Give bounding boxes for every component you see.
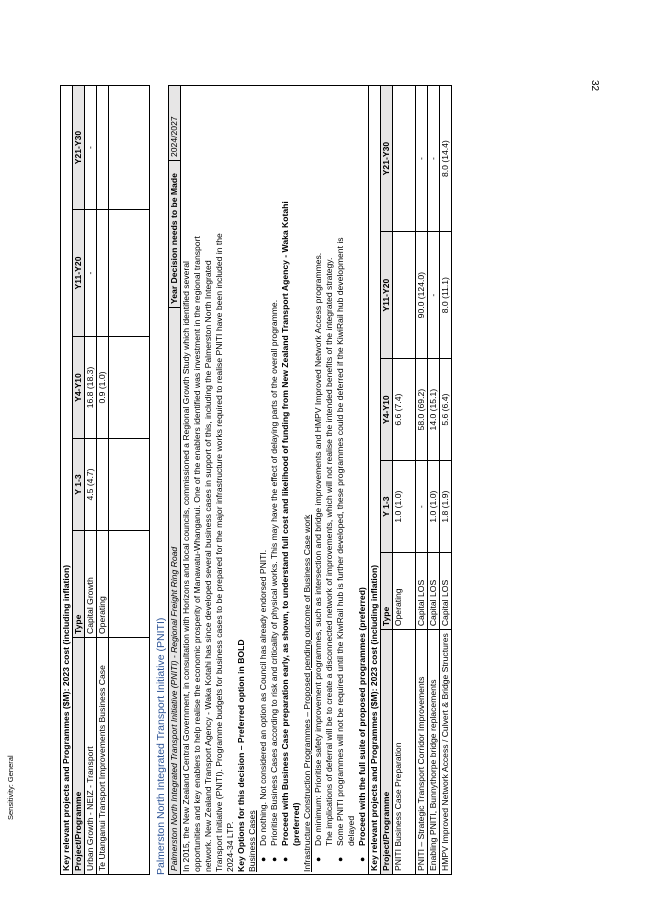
table2-header-y11-y20: Y11-Y20 [381, 232, 393, 359]
table2-header-row [381, 86, 393, 874]
bullet-icon: ● [335, 856, 345, 862]
table2-cell: 6.6 (7.4) [393, 359, 416, 461]
table1-cell: Capital Growth [85, 531, 97, 638]
bullet-text: Proceed with the full suite of proposed programmes (preferred) [357, 587, 367, 846]
table2-cell: 1.8 (1.9) [440, 461, 452, 553]
table2-header-project: Project/Programme [381, 630, 393, 874]
table2-cell: HMPV Improved Network Access / Culvert & Bridge Structures [440, 630, 452, 874]
table2-header-y4-y10: Y4-Y10 [381, 359, 393, 461]
list-item-continued [291, 88, 302, 872]
table1-header-type: Type [73, 531, 85, 638]
table-row [393, 86, 416, 874]
decision-year-label: Year Decision needs to be Made [169, 161, 181, 308]
table2-cell [393, 86, 416, 232]
table2-container [369, 86, 452, 875]
bullet-text: Prioritise Business Cases according to risk and criticality of physical works. This may have the effect of delaying parts of the overall programme. [269, 299, 279, 846]
intro-line: opportunities and key enablers to help realise the economic prosperity of Manawatu-Whanganui. One of the enablers identified was investment in the regional transport [192, 236, 202, 872]
bullet-icon: ● [269, 856, 279, 862]
table2-cell: 1.0 (1.0) [428, 461, 440, 553]
table2-header-type: Type [381, 553, 393, 630]
table2-header-y21-y30: Y21-Y30 [381, 86, 393, 232]
infra-heading: Infrastructure Construction Programmes – Proposed pending outcome of Business Case work [302, 514, 312, 872]
intro-line: In 2015, the New Zealand Central Government, in consultation with Horizons and local councils, commissioned a Regional Growth Study which identified several [181, 261, 191, 872]
key-projects-table-2 [369, 86, 451, 874]
list-item-continued [324, 88, 335, 872]
sensitivity-label: Sensitivity: General [6, 755, 15, 820]
table2-header-y1-3: Y 1-3 [381, 461, 393, 553]
table1-cell: 0.9 (1.0) [97, 337, 109, 439]
table2-cell: - [428, 86, 440, 232]
table2-cell: Capital LOS [440, 553, 452, 630]
table2-caption: Key relevant projects and Programmes ($M): 2023 cost (including inflation) [369, 86, 381, 874]
table2-cell [393, 232, 416, 359]
table2-cell: - [416, 461, 428, 553]
table2-cell: Capital LOS [428, 553, 440, 630]
decision-body [181, 86, 369, 875]
intro-line: Transport Initiative (PNITI). Programme budgets for business cases to be prepared for the major infrastructure works required to realise PNITI have been included in the [214, 233, 224, 872]
table2-cell: 1.0 (1.0) [393, 461, 416, 553]
table1-cell: 16.8 (18.3) [85, 337, 97, 439]
pniti-decision-table [168, 85, 452, 875]
table1-header-row [73, 86, 85, 875]
table2-cell: 8.0 (11.1) [440, 232, 452, 359]
bullet-text: Do nothing. Not considered an option as Council has already endorsed PNITI. [258, 549, 268, 846]
table1-cell: Operating [97, 531, 109, 638]
list-item [313, 88, 324, 872]
table2-cell: 90.0 (124.0) [416, 232, 428, 359]
table1-cell: 4.5 (4.7) [85, 439, 97, 531]
table2-cell: - [416, 86, 428, 232]
bullet-text: Do minimum: Prioritise safety improvement programmes, such as intersection and bridge improvements and HMPV Improved Network Access programmes. [313, 252, 323, 846]
table2-cell: Enabling PNITI, Bunnythorpe bridge replacements [428, 630, 440, 874]
bullet-text: (preferred) [291, 802, 301, 846]
table2-cell: Capital LOS [416, 553, 428, 630]
bullet-icon: ● [258, 856, 268, 862]
rotated-page-content [60, 80, 575, 875]
table2-cell: 14.0 (15.1) [428, 359, 440, 461]
list-item [258, 88, 269, 872]
table-row [416, 86, 428, 874]
table1-cell: - [85, 210, 97, 337]
intro-line: network. New Zealand Transport Agency - Waka Kotahi has since developed several business cases in support of this, including the Palmerston North Integrated [203, 260, 213, 872]
bullet-icon: ● [313, 856, 323, 862]
bullet-text: delayed [346, 815, 356, 846]
list-item [357, 88, 368, 872]
table1-cell: - [85, 86, 97, 210]
bullet-icon: ● [280, 856, 290, 862]
table-row [97, 86, 109, 875]
table2-cell: 5.6 (6.4) [440, 359, 452, 461]
bullet-text: Some PNITI programmes will not be required until the KiwiRail hub is further developed, these programmes could be deferred if the KiwiRail hub development is [335, 237, 345, 846]
table1-header-project: Project/Programme [73, 638, 85, 875]
list-item [269, 88, 280, 872]
table1-header-y11-y20: Y11-Y20 [73, 210, 85, 337]
table1-header-y4-y10: Y4-Y10 [73, 337, 85, 439]
section-title: Palmerston North Integrated Transport Initiative (PNITI) [155, 617, 167, 875]
list-item [335, 88, 346, 872]
bullet-icon: ● [357, 856, 367, 862]
list-item-continued [346, 88, 357, 872]
table1-cell [97, 439, 109, 531]
table-row [428, 86, 440, 874]
table1-header-y21-y30: Y21-Y30 [73, 86, 85, 210]
table1-blank-row [109, 86, 150, 875]
table2-cell: PNITI – Strategic Transport Corridor Improvements [416, 630, 428, 874]
table2-cell: PNITI Business Case Preparation [393, 630, 416, 874]
bullet-text: Proceed with Business Case preparation early, as shown, to understand full cost and likelihood of funding from New Zealand Transport Agency - Waka Kotahi [280, 201, 290, 846]
decision-title: Palmerston North Integrated Transport Initiative (PNITI) - Regional Freight Ring Road [169, 308, 181, 875]
options-heading: Key Options for this decision – Preferred option in BOLD [236, 639, 246, 872]
key-projects-table-1 [60, 85, 150, 875]
list-item [280, 88, 291, 872]
intro-line: 2024-34 LTP. [225, 821, 235, 872]
table1-header-y1-3: Y 1-3 [73, 439, 85, 531]
table1-cell: Urban Growth - NEIZ - Transport [85, 638, 97, 875]
table1-cell [97, 86, 109, 210]
table2-cell: 58.0 (69.2) [416, 359, 428, 461]
table2-cell: 8.0 (14.4) [440, 86, 452, 232]
table2-cell: Operating [393, 553, 416, 630]
table1-cell [97, 210, 109, 337]
table1-caption: Key relevant projects and Programmes ($M): 2023 cost (including inflation) [61, 86, 73, 875]
table-row [440, 86, 452, 874]
decision-year-value: 2024/2027 [169, 86, 181, 161]
table1-cell: Te Utanganui Transport Improvements Business Case [97, 638, 109, 875]
bullet-text: The implications of deferral will be to create a disconnected network of improvements, which will not realise the intended benefits of the integrated strategy. [324, 257, 334, 846]
page-number: 32 [589, 80, 600, 92]
business-cases-heading: Business Cases [247, 810, 257, 872]
table2-cell: - [428, 232, 440, 359]
table-row [85, 86, 97, 875]
